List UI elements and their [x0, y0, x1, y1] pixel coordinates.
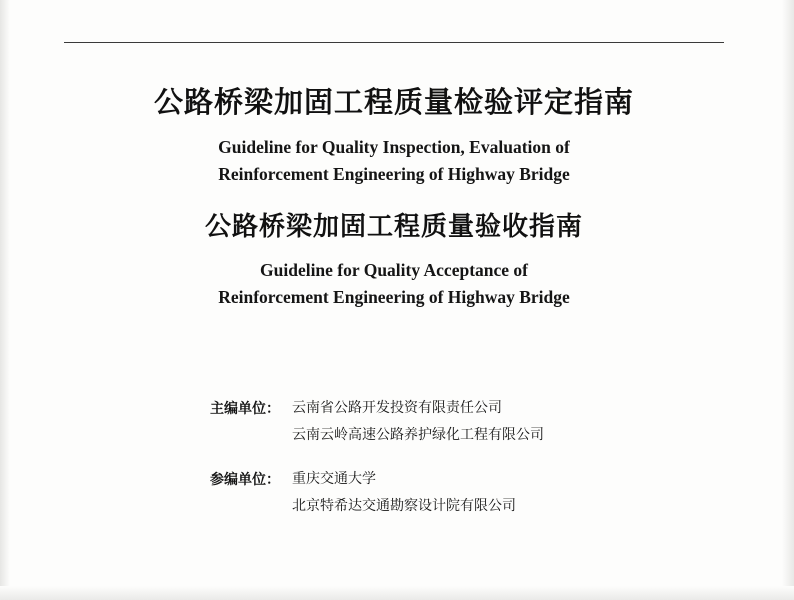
organization-label-chief-editor: 主编单位：	[210, 401, 280, 418]
scan-edge-left	[0, 0, 10, 600]
organization-block	[64, 395, 724, 519]
english-title-primary	[64, 134, 724, 188]
scan-edge-right	[782, 0, 794, 600]
organization-group-chief-editor	[210, 395, 724, 448]
english-title-secondary-line-2: Reinforcement Engineering of Highway Bridge	[218, 287, 570, 308]
english-title-primary-line-1: Guideline for Quality Inspection, Evaluation of	[218, 137, 570, 158]
organization-value: 云南云岭高速公路养护绿化工程有限公司	[292, 426, 544, 443]
organization-label-participating-editor: 参编单位：	[210, 472, 280, 489]
organization-value: 北京特希达交通勘察设计院有限公司	[292, 498, 516, 515]
english-title-secondary-line-1: Guideline for Quality Acceptance of	[260, 260, 528, 280]
organization-value: 重庆交通大学	[292, 471, 376, 488]
document-content	[64, 42, 724, 538]
scan-edge-bottom	[0, 586, 794, 600]
english-title-secondary	[64, 257, 724, 311]
english-title-primary-line-2: Reinforcement Engineering of Highway Bridge	[218, 164, 570, 185]
chinese-title-primary: 公路桥梁加固工程质量检验评定指南	[153, 85, 634, 119]
organization-group-participating-editor	[210, 466, 724, 519]
organization-values-chief-editor	[292, 395, 544, 448]
organization-values-participating-editor	[292, 466, 516, 519]
chinese-title-secondary: 公路桥梁加固工程质量验收指南	[204, 211, 583, 242]
organization-value: 云南省公路开发投资有限责任公司	[292, 400, 502, 417]
title-block	[64, 84, 724, 311]
